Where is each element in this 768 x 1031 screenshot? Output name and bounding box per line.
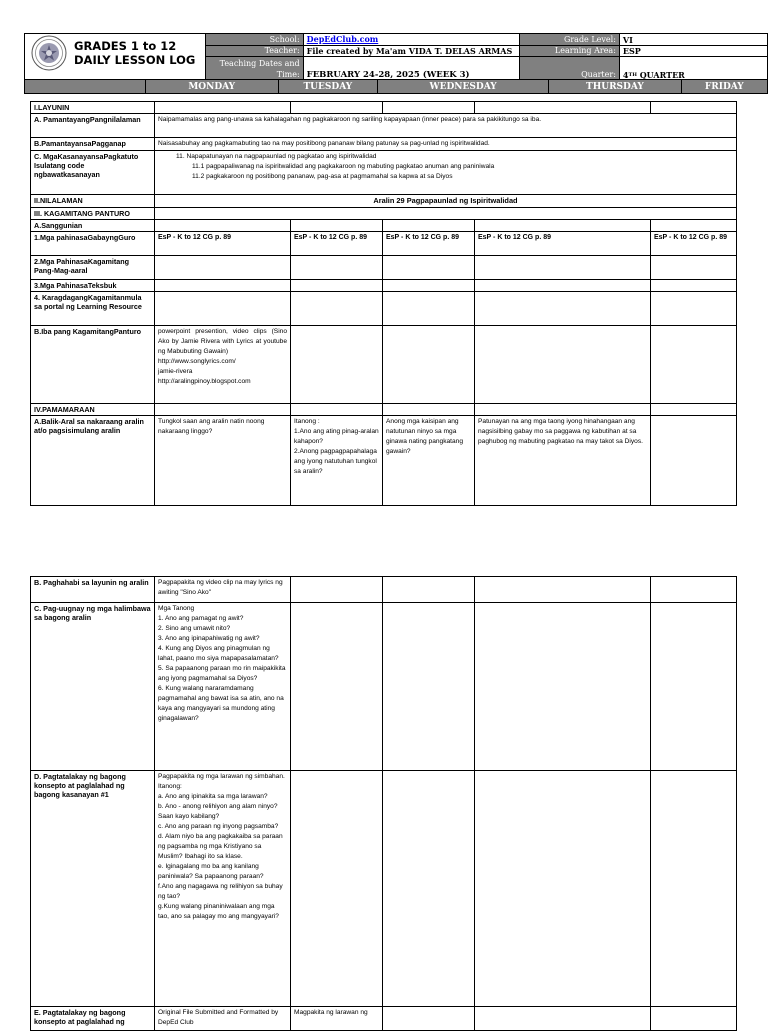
teacher-value: File created by Ma'am VIDA T. DELAS ARMAS [303, 46, 519, 57]
gabay-ng-guro-wednesday: EsP - K to 12 CG p. 89 [383, 232, 475, 256]
paghahabi-label: B. Paghahabi sa layunin ng aralin [31, 577, 155, 603]
school-link[interactable]: DepEdClub.com [306, 34, 379, 44]
materials-text: powerpoint presention, video clips (Sino Ako by Jamie Rivera with Lyrics at youtube ng Mabubuting Gawain) [158, 328, 287, 355]
day-friday: FRIDAY [681, 80, 767, 94]
iba-pang-kagamitan-label: B.Iba pang KagamitangPanturo [31, 326, 155, 404]
pamantayang-pangnilalaman-label: A. PamantayangPangnilalaman [31, 114, 155, 138]
pag-uugnay-label: C. Pag-uugnay ng mga halimbawa sa bagong aralin [31, 603, 155, 771]
pagtatalakay-1-monday: Pagpapakita ng mga larawan ng simbahan. Itanong: a. Ano ang ipinakita sa mga larawan? b. Ano - anong relihiyon ang alam ninyo? Saan kayo kabilang? c. Ano ang paraan ng inyong pagsamba? d. Alam niyo ba ang pagkakaiba sa paraan ng pagsamba ng mga Kristiyano sa Muslim? Ibahagi ito sa klase. e. Iginagalang mo ba ang kanilang paniniwala? Sa papaanong paraan? f.Ano ang nagagawa ng relihiyon sa buhay ng tao? g.Kung walang pinaniniwalaan ang mga tao, ano sa palagay mo ang mangyayari? [155, 771, 291, 1007]
balik-aral-friday [651, 416, 737, 506]
gabay-ng-guro-tuesday: EsP - K to 12 CG p. 89 [291, 232, 383, 256]
title-line-1: GRADES 1 to 12 [74, 39, 177, 53]
day-wednesday: WEDNESDAY [377, 80, 548, 94]
teaching-dates-label: Teaching Dates and Time: [206, 57, 303, 81]
gabay-ng-guro-friday: EsP - K to 12 CG p. 89 [651, 232, 737, 256]
iba-pang-kagamitan-monday [155, 326, 291, 404]
title-line-2: DAILY LESSON LOG [74, 53, 196, 67]
day-monday: MONDAY [145, 80, 278, 94]
aralingpinoy-link[interactable]: http://aralingpinoy.blogspot.com [158, 378, 251, 385]
kasanayan-line-1: 11. Napapatunayan na nagpapaunlad ng pagkatao ang ispiritwalidad [176, 153, 377, 160]
kagamitang-pang-mag-aaral-label: 2.Mga PahinasaKagamitang Pang-Mag-aaral [31, 256, 155, 280]
day-thursday: THURSDAY [549, 80, 681, 94]
header-table [24, 33, 768, 81]
teacher-label: Teacher: [206, 46, 303, 57]
quarter-ordinal: TH [628, 72, 637, 78]
pagtatalakay-1-label: D. Pagtatalakay ng bagong konsepto at paglalahad ng bagong kasanayan #1 [31, 771, 155, 1007]
day-header-blank [25, 80, 146, 94]
pag-uugnay-monday: Mga Tanong 1. Ano ang pamagat ng awit? 2. Sino ang umawit nito? 3. Ano ang ipinapahiwatig ng awit? 4. Kung ang Diyos ang pinagmulan ng lahat, paano mo siya mapapasalamatan? 5. Sa papaanong paraan mo rin maipakikita ang iyong pagmamahal sa Diyos? 6. Kung walang nararamdamang pagmamahal ang bawat isa sa atin, ano na kaya ang mangyayari sa mundong ating ginagalawan? [155, 603, 291, 771]
gabay-ng-guro-label: 1.Mga pahinasaGabayngGuro [31, 232, 155, 256]
layunin-heading: I.LAYUNIN [31, 102, 155, 114]
kasanayan-line-2: 11.1 pagpapaliwanag na ispiritwalidad ang pagkakaroon ng mabuting pagkatao anuman ang paniniwala [192, 163, 495, 170]
header-logo-cell [25, 34, 206, 81]
pagtatalakay-2-tuesday: Magpakita ng larawan ng [291, 1007, 383, 1031]
kasanayan-line-3: 11.2 pagkakaroon ng positibong pananaw, pag-asa at pagmamahal sa kapwa at sa Diyos [192, 173, 453, 180]
learning-resource-label: 4. KaragdagangKagamitanmula sa portal ng Learning Resource [31, 292, 155, 326]
lesson-table-2 [30, 576, 737, 1031]
pamantayan-sa-pagganap-label: B.PamantayansaPagganap [31, 138, 155, 151]
pagtatalakay-2-label: E. Pagtatalakay ng bagong konsepto at paglalahad ng [31, 1007, 155, 1031]
balik-aral-wednesday: Anong mga kaisipan ang natutunan ninyo sa mga ginawa nating pangkatang gawain? [383, 416, 475, 506]
grade-level-label: Grade Level: [519, 34, 619, 46]
pamantayan-sa-pagganap-text: Naisasabuhay ang pagkamabuting tao na may positibong pananaw bilang patunay sa pag-unlad ng ispiritwalidad. [155, 138, 737, 151]
pamantayang-pangnilalaman-text: Naipamamalas ang pang-unawa sa kahalagahan ng pagkakaroon ng sariling kapayapaan (inner peace) para sa pakikitungo sa iba. [155, 114, 737, 138]
day-tuesday: TUESDAY [278, 80, 377, 94]
gabay-ng-guro-monday: EsP - K to 12 CG p. 89 [155, 232, 291, 256]
balik-aral-thursday: Patunayan na ang mga taong iyong hinahangaan ang nagsisilbing gabay mo sa paggawa ng kabutihan at sa paghubog ng mabuting pagkatao na may takot sa Diyos. [475, 416, 651, 506]
school-value[interactable] [303, 34, 519, 46]
mga-kasanayan-text [155, 151, 737, 195]
quarter-label: Quarter: [519, 57, 619, 81]
nilalaman-label: II.NILALAMAN [31, 195, 155, 208]
pagtatalakay-2-monday: Original File Submitted and Formatted by DepEd Club [155, 1007, 291, 1031]
school-label: School: [206, 34, 303, 46]
balik-aral-label: A.Balik-Aral sa nakaraang aralin at/o pagsisimulang aralin [31, 416, 155, 506]
pamamaraan-heading: IV.PAMAMARAAN [31, 404, 155, 416]
teksbuk-label: 3.Mga PahinasaTeksbuk [31, 280, 155, 292]
balik-aral-monday: Tungkol saan ang aralin natin noong nakaraang linggo? [155, 416, 291, 506]
quarter-number: 4 [622, 70, 629, 80]
grade-level-value: VI [619, 34, 767, 46]
quarter-value [619, 57, 767, 81]
songlyrics-link[interactable]: http://www.songlyrics.com/ [158, 358, 236, 365]
teaching-dates-value: FEBRUARY 24-28, 2025 (WEEK 3) [303, 57, 519, 81]
lesson-table-1 [30, 101, 737, 506]
learning-area-label: Learning Area: [519, 46, 619, 57]
sanggunian-heading: A.Sanggunian [31, 220, 155, 232]
mga-kasanayan-label: C. MgaKasanayansaPagkatuto Isulatang code ngbawatkasanayan [31, 151, 155, 195]
balik-aral-tuesday: Itanong : 1.Ano ang ating pinag-aralan kahapon? 2.Anong pagpagpapahalaga ang iyong natutuhan tungkol sa aralin? [291, 416, 383, 506]
kagamitang-panturo-heading: III. KAGAMITANG PANTURO [31, 208, 155, 220]
nilalaman-text: Aralin 29 Pagpapaunlad ng Ispiritwalidad [155, 195, 737, 208]
gabay-ng-guro-thursday: EsP - K to 12 CG p. 89 [475, 232, 651, 256]
quarter-word: QUARTER [636, 70, 685, 80]
learning-area-value: ESP [619, 46, 767, 57]
day-header-row [24, 79, 768, 94]
songlyrics-link-path[interactable]: jamie-rivera [158, 368, 193, 375]
paghahabi-monday: Pagpapakita ng video clip na may lyrics ng awiting "Sino Ako" [155, 577, 291, 603]
